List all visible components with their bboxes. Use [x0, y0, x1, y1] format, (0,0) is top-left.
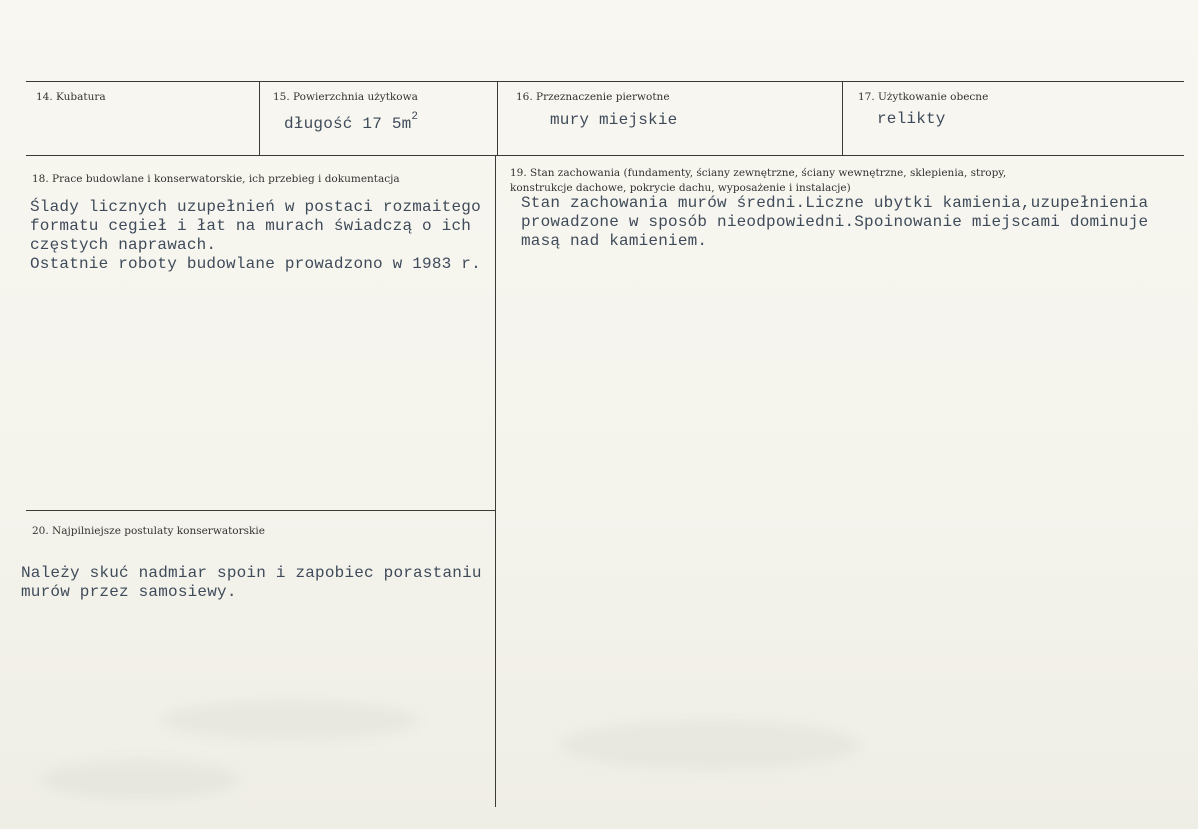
field-16-value: mury miejskie [550, 111, 678, 129]
field-20-text [21, 564, 482, 602]
top-rule [26, 81, 1184, 82]
paper-smudge [40, 760, 240, 800]
field-19-line: prowadzone w sposób nieodpowiedni.Spoinowanie miejscami dominuje [521, 213, 1149, 231]
field-19-line: Stan zachowania murów średni.Liczne ubytki kamienia,uzupełnienia [521, 194, 1149, 212]
field-18-line: formatu cegieł i łat na murach świadczą o ich [30, 217, 472, 235]
field-16-label: 16. Przeznaczenie pierwotne [516, 91, 670, 103]
field-19-text [521, 194, 1148, 251]
divider-16-17 [842, 81, 843, 155]
field-17-value: relikty [877, 110, 946, 128]
divider-15-16 [497, 81, 498, 155]
field-20-line: murów przez samosiewy. [21, 583, 237, 601]
field-20-label: 20. Najpilniejsze postulaty konserwatorskie [32, 525, 265, 537]
field-17-label: 17. Użytkowanie obecne [858, 91, 989, 103]
field18-bottom-rule [26, 510, 496, 511]
field-18-label: 18. Prace budowlane i konserwatorskie, ich przebieg i dokumentacja [32, 173, 400, 185]
field-19-label-cont: konstrukcje dachowe, pokrycie dachu, wyposażenie i instalacje) [510, 182, 851, 194]
field-18-line: częstych naprawach. [30, 236, 217, 254]
divider-main [495, 155, 496, 807]
field-14-label: 14. Kubatura [36, 91, 106, 103]
field-20-line: Należy skuć nadmiar spoin i zapobiec porastaniu [21, 564, 482, 582]
field-18-line: Ostatnie roboty budowlane prowadzono w 1983 r. [30, 255, 481, 273]
field-19-label: 19. Stan zachowania (fundamenty, ściany zewnętrzne, ściany wewnętrzne, sklepienia, stropy, [510, 167, 1007, 179]
field-18-text [30, 198, 481, 274]
field-18-line: Ślady licznych uzupełnień w postaci rozmaitego [30, 198, 481, 216]
divider-14-15 [259, 81, 260, 155]
paper-smudge [160, 700, 420, 740]
field-15-value: długość 17 $5m^2$ [284, 111, 419, 133]
field-15-label: 15. Powierzchnia użytkowa [273, 91, 418, 103]
paper-smudge [560, 720, 860, 770]
field-19-line: masą nad kamieniem. [521, 232, 708, 250]
row1-bottom-rule [26, 155, 1184, 156]
